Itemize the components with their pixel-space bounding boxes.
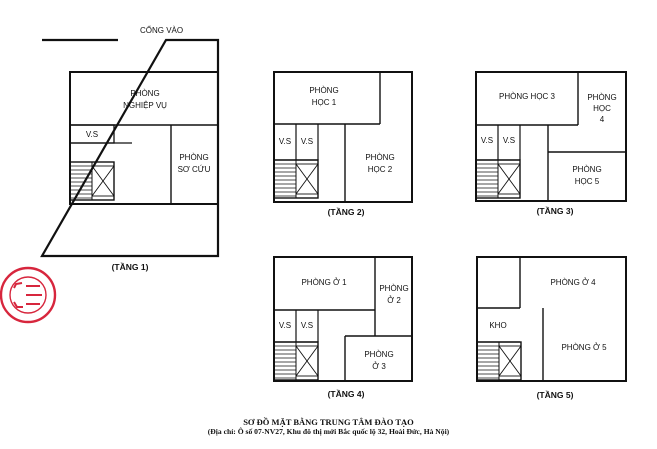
room-o-3-line1: PHÒNG <box>364 350 394 359</box>
room-vs: V.S <box>85 130 99 139</box>
room-nghiep-vu-line1: PHÒNG <box>130 89 160 98</box>
room-vs-2: V.S <box>300 137 314 146</box>
room-hoc-5-line2: HỌC 5 <box>574 177 600 186</box>
floor-2-label: (TẦNG 2) <box>327 207 365 217</box>
room-o-4: PHÒNG Ở 4 <box>550 278 596 287</box>
room-o-2-line1: PHÒNG <box>379 284 409 293</box>
room-vs-2: V.S <box>502 136 516 145</box>
room-hoc-2-line2: HỌC 2 <box>367 165 393 174</box>
room-hoc-4-line1: PHÒNG <box>587 93 617 102</box>
floor-5 <box>477 257 626 400</box>
room-vs-2: V.S <box>300 321 314 330</box>
room-nghiep-vu-line2: NGHIỆP VỤ <box>123 101 167 110</box>
staircase <box>477 342 521 380</box>
room-hoc-3: PHÒNG HỌC 3 <box>498 92 556 101</box>
room-o-2-line2: Ở 2 <box>387 296 401 305</box>
diagram-title: SƠ ĐỒ MẶT BẰNG TRUNG TÂM ĐÀO TẠO <box>243 417 414 427</box>
room-vs-1: V.S <box>480 136 494 145</box>
floor-4 <box>274 257 412 399</box>
room-hoc-2-line1: PHÒNG <box>365 153 395 162</box>
room-vs-1: V.S <box>278 137 292 146</box>
footer <box>0 417 657 436</box>
red-stamp <box>1 268 55 322</box>
room-so-cuu-line1: PHÒNG <box>179 153 209 162</box>
room-o-1: PHÒNG Ở 1 <box>301 278 347 287</box>
address-line: (Địa chỉ: Ô số 07-NV27, Khu đô thị mới Bắc quốc lộ 32, Hoài Đức, Hà Nội) <box>207 427 450 436</box>
room-hoc-4-line3: 4 <box>599 115 605 124</box>
room-kho: KHO <box>489 321 507 330</box>
room-so-cuu-line2: SƠ CỨU <box>177 165 211 174</box>
staircase <box>274 342 318 380</box>
room-hoc-1-line1: PHÒNG <box>309 86 339 95</box>
floor-2-outline <box>274 72 412 202</box>
staircase <box>476 160 520 198</box>
room-o-5: PHÒNG Ở 5 <box>561 343 607 352</box>
floor-4-label: (TẦNG 4) <box>327 389 365 399</box>
floor-3-label: (TẦNG 3) <box>536 206 574 216</box>
room-hoc-5-line1: PHÒNG <box>572 165 602 174</box>
floor-5-label: (TẦNG 5) <box>536 390 574 400</box>
staircase <box>274 160 318 198</box>
floor-3 <box>476 72 626 216</box>
room-hoc-1-line2: HỌC 1 <box>311 98 337 107</box>
staircase <box>70 162 114 200</box>
floor-1 <box>42 26 218 272</box>
room-hoc-4-line2: HỌC <box>593 104 611 113</box>
room-vs-1: V.S <box>278 321 292 330</box>
room-o-3-line2: Ở 3 <box>372 362 386 371</box>
entrance-label: CỔNG VÀO <box>140 26 184 35</box>
floor-2 <box>274 72 412 217</box>
floor-1-label: (TẦNG 1) <box>111 262 149 272</box>
